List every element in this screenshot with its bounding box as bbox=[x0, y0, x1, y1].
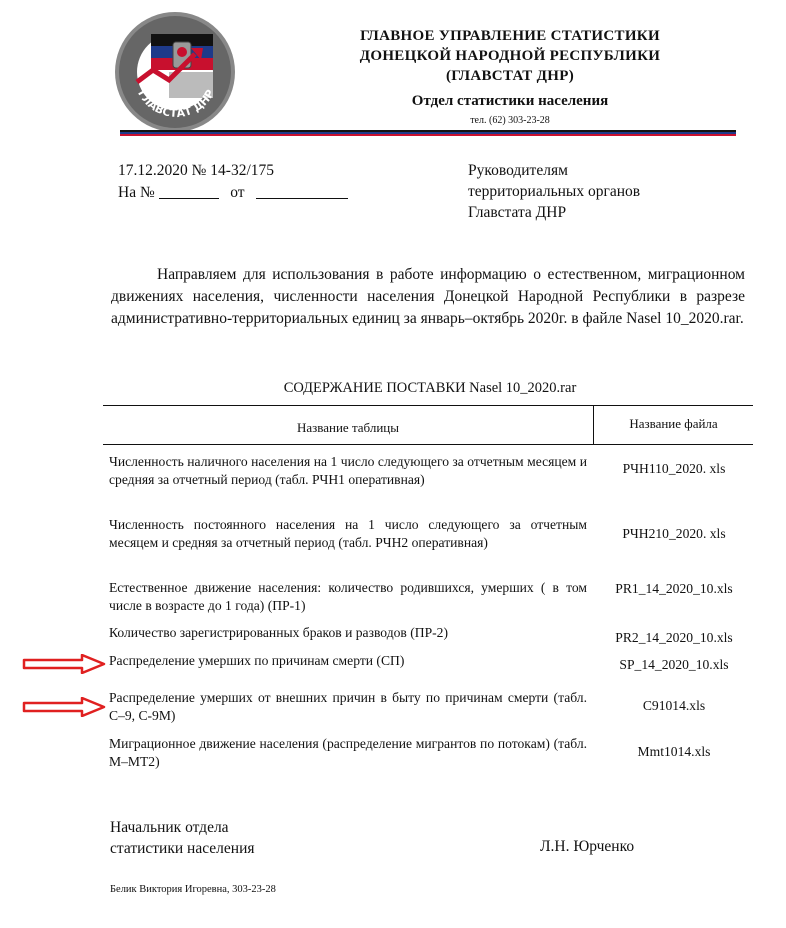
table-name-cell: Распределение умерших по причинам смерти (СП) bbox=[109, 653, 405, 668]
addressee-line: Главстата ДНР bbox=[468, 204, 567, 221]
column-header-name: Название таблицы bbox=[296, 420, 399, 435]
file-name-cell: PR1_14_2020_10.xls bbox=[615, 581, 733, 596]
file-name-cell: Mmt1014.xls bbox=[637, 744, 711, 759]
body-paragraph: Направляем для использования в работе информацию о естественном, миграционном движениях населения, численности населения Донецкой Народной Республики в разрезе административно-территориальных единиц за январь–октябрь 2020г. в файле Nasel 10_2020.rar. bbox=[111, 266, 745, 327]
svg-text:ГЛАВСТАТ ДНР: ГЛАВСТАТ ДНР bbox=[135, 87, 217, 121]
file-name-cell: C91014.xls bbox=[642, 698, 706, 713]
column-header-file: Название файла bbox=[629, 416, 718, 431]
org-name-line-1: ГЛАВНОЕ УПРАВЛЕНИЕ СТАТИСТИКИ bbox=[360, 28, 660, 44]
file-name-cell: SP_14_2020_10.xls bbox=[619, 657, 729, 672]
addressee-line: Руководителям bbox=[468, 162, 568, 179]
from-label: от bbox=[230, 184, 245, 201]
letter-reference bbox=[118, 160, 348, 204]
header-divider bbox=[120, 130, 736, 136]
table-name-cell: Миграционное движение населения (распределение мигрантов по потокам) (табл. М–МТ2) bbox=[109, 736, 587, 769]
table-name-cell: Естественное движение населения: количество родившихся, умерших ( в том числе в возрасте до 1 года) (ПР-1) bbox=[109, 580, 587, 613]
signatory-position bbox=[110, 817, 255, 859]
table-header bbox=[103, 405, 753, 445]
date-number: 17.12.2020 № 14-32/175 bbox=[118, 162, 275, 179]
file-name-cell: PR2_14_2020_10.xls bbox=[615, 630, 733, 645]
addressee bbox=[468, 160, 640, 223]
red-arrow-icon bbox=[22, 654, 106, 674]
table-title: СОДЕРЖАНИЕ ПОСТАВКИ Nasel 10_2020.rar bbox=[283, 380, 577, 396]
file-name-cell: РЧН210_2020. xls bbox=[622, 526, 726, 541]
department-name: Отдел статистики населения bbox=[411, 93, 609, 109]
table-name-cell: Численность постоянного населения на 1 число следующего за отчетным месяцем и средняя за отчетный период (табл. РЧН2 оперативная) bbox=[109, 517, 587, 550]
red-arrow-icon bbox=[22, 697, 106, 717]
table-name-cell: Численность наличного населения на 1 число следующего за отчетным месяцем и средняя за отчетный период (табл. РЧН1 оперативная) bbox=[109, 454, 587, 487]
delivery-table bbox=[103, 405, 753, 769]
reply-reference-line bbox=[118, 182, 348, 204]
table-name-cell: Распределение умерших от внешних причин в быту по причинам смерти (табл. С–9, С-9М) bbox=[109, 690, 587, 723]
org-name-line-2: ДОНЕЦКОЙ НАРОДНОЙ РЕСПУБЛИКИ bbox=[359, 48, 661, 64]
table-name-cell: Количество зарегистрированных браков и разводов (ПР-2) bbox=[109, 625, 448, 640]
file-name-cell: РЧН110_2020. xls bbox=[622, 461, 726, 476]
organization-header bbox=[290, 26, 730, 129]
position-line: Начальник отдела bbox=[110, 819, 229, 836]
org-name-line-3: (ГЛАВСТАТ ДНР) bbox=[446, 68, 574, 84]
executor-contact: Белик Виктория Игоревна, 303-23-28 bbox=[110, 884, 276, 895]
addressee-line: территориальных органов bbox=[468, 183, 641, 200]
date-blank bbox=[256, 184, 348, 199]
phone-number: тел. (62) 303-23-28 bbox=[470, 115, 550, 126]
signatory-name: Л.Н. Юрченко bbox=[540, 838, 635, 855]
on-number-label: На № bbox=[118, 184, 155, 201]
number-blank bbox=[159, 184, 219, 199]
position-line: статистики населения bbox=[110, 840, 255, 857]
glavstat-logo bbox=[113, 10, 237, 134]
